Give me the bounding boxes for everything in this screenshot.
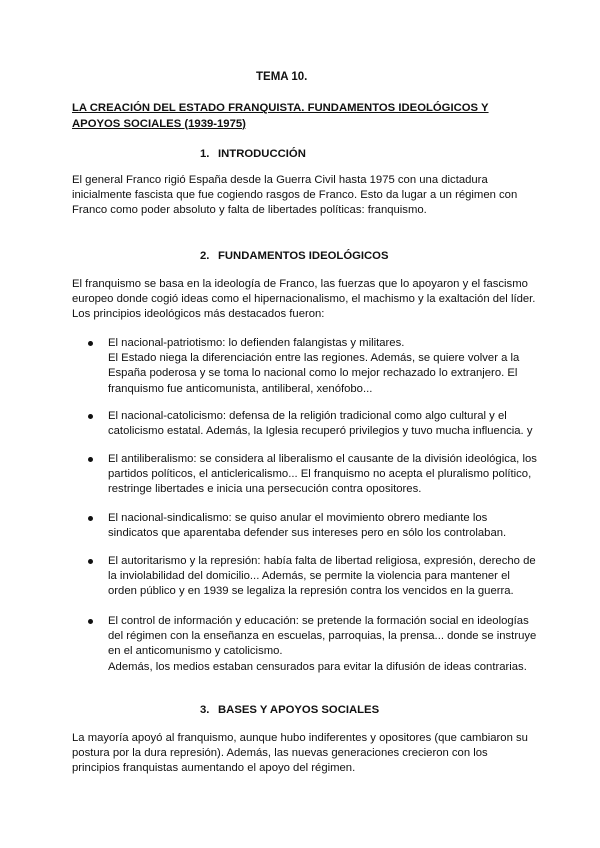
bullet-icon [88,516,93,521]
section-paragraph-bases: La mayoría apoyó al franquismo, aunque hubo indiferentes y opositores (que cambiaron su postura por la dura represión). Además, las nuevas generaciones crecieron con los principios franquistas aumentando el apoyo del régimen. [72,732,528,775]
bullet-icon [88,457,93,462]
list-item-text: El antiliberalismo: se considera al liberalismo el causante de la división ideológica, los partidos políticos, el anticlericalismo... El franquismo no acepta el pluralismo político, restringe libertades e inicia una persecución contra opositores. [108,453,537,496]
section-title: FUNDAMENTOS IDEOLÓGICOS [218,250,389,262]
section-heading-fundamentos [200,249,389,264]
section-number: 2. [200,250,210,262]
document-title: LA CREACIÓN DEL ESTADO FRANQUISTA. FUNDAMENTOS IDEOLÓGICOS Y APOYOS SOCIALES (1939-1975) [72,102,489,130]
bullet-icon [88,559,93,564]
section-number: 1. [200,148,210,160]
list-item-text: Además, los medios estaban censurados para evitar la difusión de ideas contrarias. [108,660,527,673]
bullet-icon [88,341,93,346]
list-item-text: El autoritarismo y la represión: había falta de libertad religiosa, expresión, derecho de la inviolabilidad del domicilio... Además, se permite la violencia para mantener el orden público y en 1939 se legaliza la represión contra los vencidos en la guerra. [108,555,536,598]
list-item-text: El nacional-catolicismo: defensa de la religión tradicional como algo cultural y el catolicismo estatal. Además, la Iglesia recuperó privilegios y tuvo mucha influencia. y [108,410,533,438]
section-number: 3. [200,704,210,716]
bullet-icon [88,619,93,624]
list-item-text: El nacional-patriotismo: lo defienden falangistas y militares. [108,337,405,349]
tema-label: TEMA 10. [256,71,308,83]
list-item-text: El control de información y educación: se pretende la formación social en ideologías del régimen con la enseñanza en escuelas, parroquias, la prensa... donde se instruye en el anticomunismo y catolicismo. [108,615,537,658]
section-paragraph-fundamentos: El franquismo se basa en la ideología de Franco, las fuerzas que lo apoyaron y el fascismo europeo donde cogió ideas como el hipernacionalismo, el machismo y la exaltación del líder. Los principios ideológicos más destacados fueron: [72,278,536,321]
section-heading-bases [200,703,379,718]
section-title: INTRODUCCIÓN [218,148,306,160]
section-title: BASES Y APOYOS SOCIALES [218,704,380,716]
section-paragraph-introduccion: El general Franco rigió España desde la Guerra Civil hasta 1975 con una dictadura inicialmente fascista que fue cogiendo rasgos de Franco. Esto da lugar a un régimen con Franco como poder absoluto y falta de libertades políticas: franquismo. [72,174,518,217]
list-item-text: El Estado niega la diferenciación entre las regiones. Además, se quiere volver a la España poderosa y se toma lo nacional como lo mejor rechazado lo extranjero. El franquismo fue anticomunista, antiliberal, xenófobo... [108,352,520,395]
bullet-icon [88,414,93,419]
list-item-text: El nacional-sindicalismo: se quiso anular el movimiento obrero mediante los sindicatos que aparentaba defender sus intereses pero en sólo los controlaban. [108,512,507,540]
section-heading-introduccion [200,147,306,162]
